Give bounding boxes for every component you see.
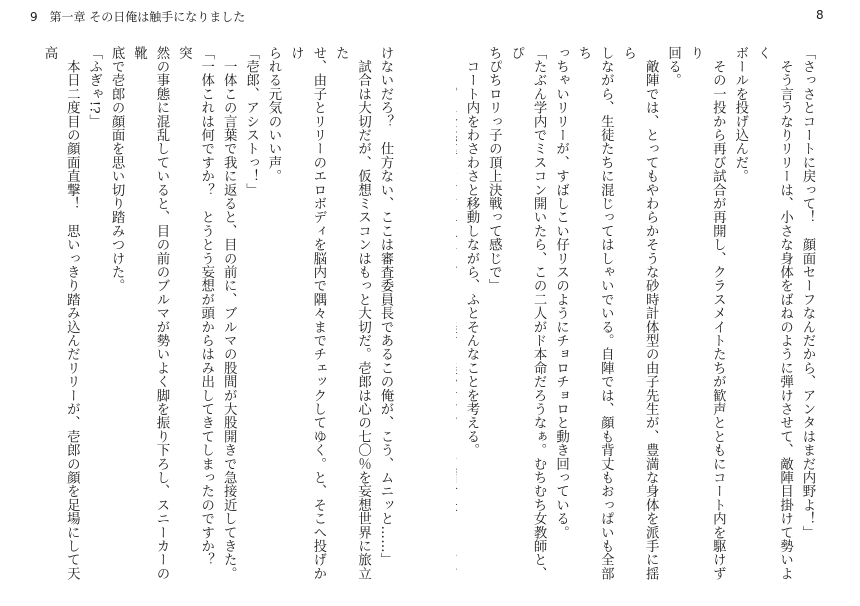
text-line: 試合は大切だが、仮想ミスコンはもっと大切だ。壱郎は心の七〇％を妄想世界に旅立た — [333, 46, 371, 581]
text-line: 「さっさとコートに戻って！ 顔面セーフなんだから、アンタはまだ内野よ！」 — [800, 46, 815, 540]
text-line: けないだろ？ 仕方ない、ここは審査委員長であるこの俺が、こう、ムニッと……」 — [378, 46, 393, 567]
text-line — [36, 46, 38, 582]
text-line: られる元気のいい声。 — [265, 46, 281, 183]
text-line: しながら、生徒たちに混じってはしゃいでいる。自陣では、顔も背丈もおっぱいも全部ち — [575, 46, 614, 581]
text-line: そう言うなりリリーは、小さな身体をばねのように弾けさせて、敵陣目掛けて勢いよく — [755, 46, 793, 581]
left-page-number: 9 — [30, 10, 38, 24]
text-line: 「ふぎゃ!?」 — [86, 46, 102, 128]
chapter-title: 第一章 その日俺は触手になりました — [49, 10, 246, 24]
text-line: 然の事態に混乱していると、目の前のブルマが勢いよく脚を振り下ろし、スニーカーの靴 — [131, 46, 169, 581]
right-page-text — [456, 46, 818, 582]
text-line: 底で壱郎の顔面を思い切り踏みつけた。 — [109, 46, 125, 293]
text-line — [456, 46, 460, 582]
text-line: 「たぶん学内でミスコン開いたら、この二人がド本命だろうなぁ。むちむち女教師と、ぴ — [508, 46, 547, 581]
text-line: 「壱郎、アシストっ！」 — [243, 46, 259, 197]
left-page-text — [36, 46, 396, 582]
text-line: 敵陣では、とってもやわらかそうな砂時計体型の由子先生が、豊満な身体を派手に揺ら — [620, 46, 659, 581]
text-line: せ、由子とリリーのエロボディを脳内で隅々までチェックしてゆく。と、そこへ投げかけ — [288, 46, 326, 581]
text-line: ボールを投げ込んだ。 — [732, 46, 748, 183]
text-line: ちぴちロリっ子の頂上決戦って感じで」 — [486, 46, 502, 293]
text-line: 回る。 — [665, 46, 681, 88]
text-line: コート内をわさわさと移動しながら、ふとそんなことを考える。 — [463, 46, 479, 457]
text-line: その一投から再び試合が再開し、クラスメイトたちが歓声とともにコート内を駆けずり — [687, 46, 726, 581]
text-line: 一体この言葉で我に返ると、目の前に、ブルマの股間が大股開きで急接近してきた。 — [221, 46, 237, 581]
right-page-number: 8 — [816, 8, 824, 22]
text-line: っちゃいリリーが、すばしこい仔リスのようにチョロチョロと動き回っている。 — [553, 46, 569, 540]
left-page-header — [30, 8, 245, 25]
text-line: 本日二度目の顔面直撃！ 思いっきり踏み込んだリリーが、壱郎の顔を足場にして天高 — [41, 46, 80, 581]
text-line: 「一体これは何ですか？ とうとう妄想が頭からはみ出してきてしまったのですか？ 突 — [176, 46, 214, 581]
